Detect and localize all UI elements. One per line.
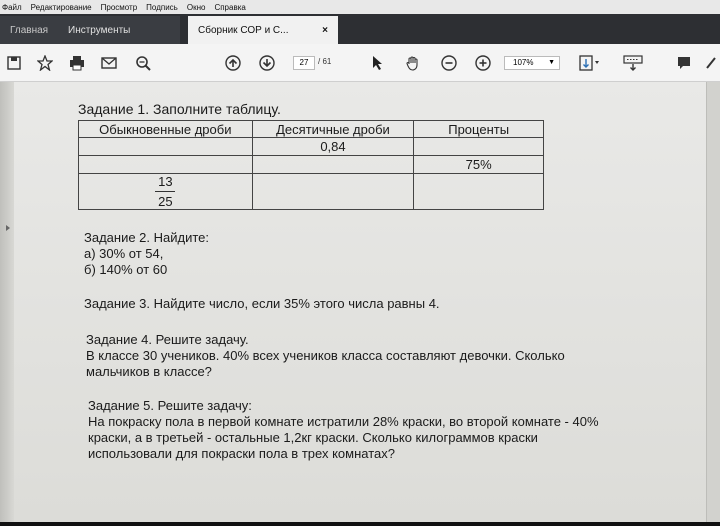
task4-line1: В классе 30 учеников. 40% всех учеников класса составляют девочки. Сколько <box>86 348 565 363</box>
mail-icon[interactable] <box>100 54 118 72</box>
table-cell <box>414 174 544 210</box>
table-header: Проценты <box>414 121 544 138</box>
menu-file[interactable]: Файл <box>2 2 22 12</box>
tab-document[interactable] <box>188 16 338 44</box>
tab-close-icon[interactable]: × <box>322 24 328 36</box>
table-header-row <box>79 121 544 138</box>
page-up-icon[interactable] <box>224 54 242 72</box>
scrollbar[interactable] <box>706 82 720 522</box>
page-down-icon[interactable] <box>258 54 276 72</box>
keyboard-icon[interactable] <box>622 54 644 72</box>
print-icon[interactable] <box>68 54 86 72</box>
comment-icon[interactable] <box>676 54 692 72</box>
menu-edit[interactable]: Редактирование <box>30 2 92 12</box>
toolbar <box>0 44 720 82</box>
table-cell: 0,84 <box>252 138 414 156</box>
table-cell <box>252 156 414 174</box>
menu-bar <box>0 0 720 14</box>
pen-icon[interactable] <box>704 54 718 72</box>
screen-bottom-edge <box>0 522 720 526</box>
table-header: Десятичные дроби <box>252 121 414 138</box>
page-total: / 61 <box>318 57 332 66</box>
bookmark-icon[interactable] <box>36 54 54 72</box>
table-cell <box>414 138 544 156</box>
fraction <box>155 174 175 209</box>
menu-help[interactable]: Справка <box>214 2 246 12</box>
task2-title: Задание 2. Найдите: <box>84 230 210 245</box>
tab-document-label: Сборник СОР и С... <box>198 24 289 36</box>
table-row <box>79 156 544 174</box>
fraction-bar <box>155 191 175 192</box>
task4-title: Задание 4. Решите задачу. <box>86 332 249 347</box>
search-zoom-icon[interactable] <box>134 54 152 72</box>
tab-bar <box>0 14 720 44</box>
task5-line2: краски, а в третьей - остальные 1,2кг краски. Сколько килограммов краски <box>88 430 538 445</box>
chevron-down-icon: ▼ <box>548 59 555 66</box>
task2-item-a: а) 30% от 54, <box>84 246 164 261</box>
select-cursor-icon[interactable] <box>370 54 386 72</box>
page-number-input[interactable]: 27 <box>293 56 315 70</box>
fit-icon[interactable] <box>578 54 602 72</box>
tab-home[interactable]: Главная <box>0 16 58 44</box>
task1-title: Задание 1. Заполните таблицу. <box>78 101 281 117</box>
menu-window[interactable]: Окно <box>186 2 206 12</box>
task2-item-b: б) 140% от 60 <box>84 262 168 277</box>
table-row <box>79 174 544 210</box>
task1-table <box>78 120 544 210</box>
table-cell <box>252 174 414 210</box>
task5-title: Задание 5. Решите задачу: <box>88 398 252 413</box>
menu-sign[interactable]: Подпись <box>146 2 178 12</box>
hand-icon[interactable] <box>404 54 422 72</box>
table-cell <box>79 174 253 210</box>
task3-text: Задание 3. Найдите число, если 35% этого числа равны 4. <box>84 296 440 311</box>
zoom-out-icon[interactable] <box>440 54 458 72</box>
task4-line2: мальчиков в классе? <box>86 364 212 379</box>
left-panel-edge <box>0 82 14 522</box>
task5-line3: использовали для покраски пола в трех комнатах? <box>88 446 395 461</box>
zoom-value: 107% <box>513 58 534 67</box>
fraction-numerator: 13 <box>158 174 173 189</box>
table-row <box>79 138 544 156</box>
tab-tools[interactable]: Инструменты <box>58 16 180 44</box>
table-cell <box>79 138 253 156</box>
zoom-select[interactable] <box>504 56 560 70</box>
table-cell <box>79 156 253 174</box>
table-header: Обыкновенные дроби <box>79 121 253 138</box>
zoom-in-icon[interactable] <box>474 54 492 72</box>
table-cell: 75% <box>414 156 544 174</box>
save-icon[interactable] <box>6 54 22 72</box>
expand-panel-icon[interactable] <box>6 225 10 231</box>
task5-line1: На покраску пола в первой комнате истратили 28% краски, во второй комнате - 40% <box>88 414 599 429</box>
menu-view[interactable]: Просмотр <box>100 2 138 12</box>
fraction-denominator: 25 <box>158 194 173 209</box>
document-page <box>0 82 720 522</box>
